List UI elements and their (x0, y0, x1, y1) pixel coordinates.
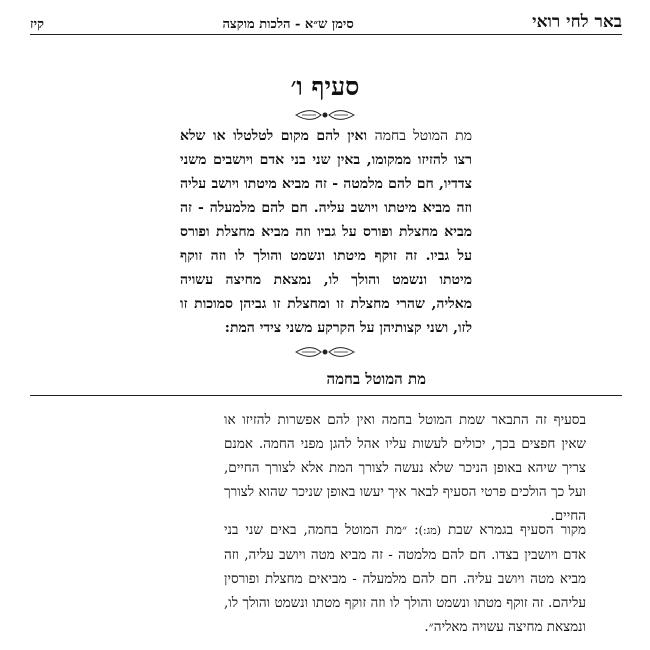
page-number: קיז (30, 17, 45, 32)
main-text-body: ואין להם מקום לטלטלו או שלא רצו להזיזו ממקומו, באין שני בני אדם ויושבים משני צדדיו, חם להם מלמטה - זה מביא מיטתו ויושב עליה וזה מביא מיטתו ויושב עליה. חם להם מלמעלה - זה מביא מחצלת ופורס על גביו וזה מביא מחצלת ופורס על גביו. זה זוקף מיטתו ונשמט והולך לו וזה זוקף מיטתו ונשמט והולך לו, נמצאת מחיצה עשויה מאליה, שהרי מחצלת זו ומחצלת זו גביהן סמוכות זו לזו, ושני קצותיהן על הקרקע משני צידי המת: (180, 128, 472, 336)
header-rule (30, 34, 622, 35)
commentary-rule (30, 395, 622, 396)
book-title: באר לחי רואי (532, 12, 622, 32)
fleuron-divider-icon (294, 345, 356, 359)
source-quote: : ״מת המוטל בחמה, באים שני בני אדם ויושבין בצדו. חם להם מלמטה - זה מביא מטה ויושב עליה, וזה מביא מטה ויושב עליה. חם להם מלמעלה - מביאים מחצלת ופורסין עליהם. זה זוקף מטתו ונשמט והולך לו וזה זוקף מטתו ונשמט והולך לו, ונמצאת מחיצה עשויה מאליה״. (224, 522, 586, 635)
commentary-paragraph (224, 518, 586, 639)
fleuron-divider-icon (294, 108, 356, 122)
commentary-paragraph: בסעיף זה התבאר שמת המוטל בחמה ואין להם אפשרות להזיזו או שאין חפצים בכך, יכולים לעשות עליו אהל להגן מפני החמה. אמנם צריך שיהא באופן הניכר שלא נעשה לצורך המת אלא לצורך החיים, ועל כך הולכים פרטי הסעיף לבאר איך יעשו באופן שניכר שהוא לצורך החיים. (224, 412, 586, 524)
seif-title: סעיף ו׳ (290, 72, 360, 101)
chapter-title: סימן ש״א - הלכות מוקצה (222, 17, 354, 32)
source-reference: (מג:) (418, 524, 442, 537)
source-lead: מקור הסעיף בגמרא שבת (448, 522, 586, 538)
main-text-opening: מת המוטל בחמה (374, 128, 473, 144)
shulchan-aruch-text (180, 124, 472, 340)
commentary-heading: מת המוטל בחמה (326, 370, 426, 388)
running-header (30, 6, 622, 32)
